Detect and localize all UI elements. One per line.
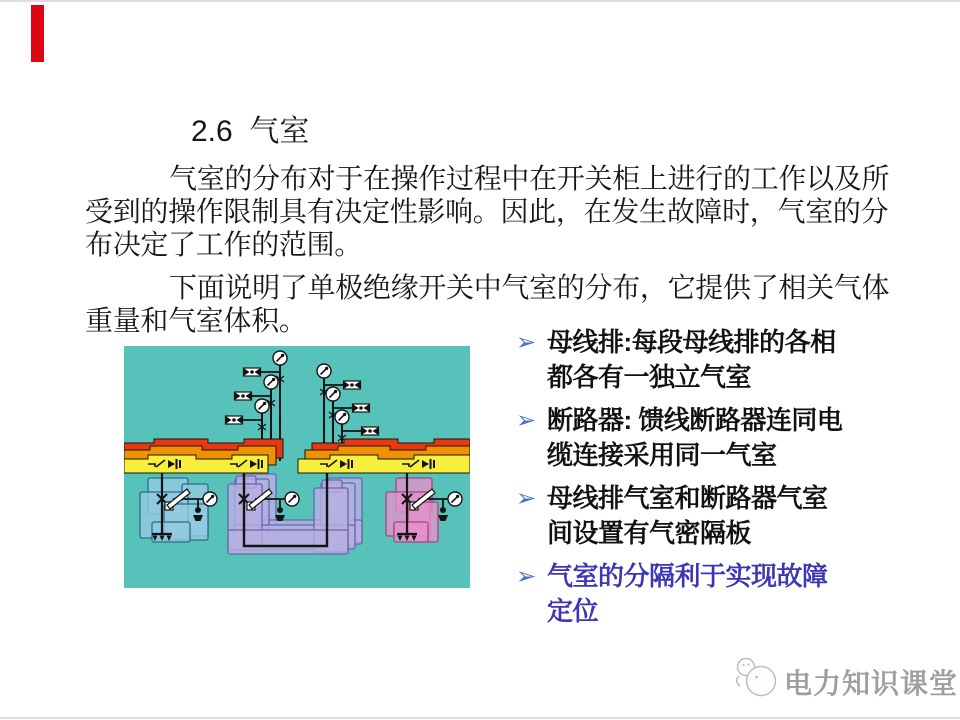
bullet-line: 定位 <box>547 596 599 626</box>
ground-icon <box>152 534 172 541</box>
gas-valve-icon <box>235 392 252 400</box>
body-line: 下面说明了单极绝缘开关中气室的分布，它提供了相关气体 <box>169 272 890 303</box>
body-line: 气室的分布对于在操作过程中在开关柜上进行的工作以及所 <box>169 163 890 194</box>
pressure-gauge-icon <box>335 410 349 424</box>
slide-top-border <box>0 0 960 2</box>
red-accent-bar <box>31 5 44 62</box>
bullet-text <box>547 559 828 629</box>
gas-valve-icon <box>344 381 361 389</box>
page-title: 2.6 气室 <box>191 115 310 148</box>
body-line: 受到的操作限制具有决定性影响。因此，在发生故障时，气室的分 <box>85 196 889 227</box>
bullet-line: 都各有一独立气室 <box>547 362 752 392</box>
bullet-line: 母线排气室和断路器气室 <box>547 483 828 513</box>
bullet-line: 间设置有气密隔板 <box>547 518 752 548</box>
arrow-bullet-icon: ➢ <box>516 407 537 434</box>
bullet-line: 缆连接采用同一气室 <box>547 440 777 470</box>
bullet-text <box>547 403 842 473</box>
watermark-logo <box>733 652 959 702</box>
watermark-text: 电力知识课堂 <box>784 668 959 699</box>
slide-bottom-border <box>0 717 960 719</box>
pressure-gauge-icon <box>264 375 278 389</box>
bullet-text <box>547 325 836 395</box>
gas-chamber-diagram <box>124 346 470 588</box>
gas-valve-icon <box>244 368 261 376</box>
gas-valve-icon <box>362 427 379 435</box>
bullet-item-partition <box>516 481 946 551</box>
body-line: 布决定了工作的范围。 <box>85 229 363 260</box>
pressure-gauge-icon <box>255 399 269 413</box>
bullet-item-breaker <box>516 403 946 473</box>
bullet-line: 母线排:每段母线排的各相 <box>547 327 836 357</box>
bullet-text <box>547 481 828 551</box>
gas-valve-icon <box>226 416 243 424</box>
arrow-bullet-icon: ➢ <box>516 485 537 512</box>
arrow-bullet-icon: ➢ <box>516 329 537 356</box>
bullet-line: 断路器: 馈线断路器连同电 <box>547 405 843 435</box>
gas-valve-icon <box>353 404 370 412</box>
watermark-logo-icon <box>733 654 781 700</box>
bullet-item-fault-location <box>516 559 946 629</box>
ground-icon <box>397 534 417 541</box>
bullet-line: 气室的分隔利于实现故障 <box>547 561 828 591</box>
pressure-gauge-icon <box>317 364 331 378</box>
bullet-list <box>516 325 946 637</box>
pressure-gauge-icon <box>273 351 287 365</box>
body-paragraph-1 <box>85 162 925 261</box>
arrow-bullet-icon: ➢ <box>516 563 537 590</box>
bullet-item-busbar <box>516 325 946 395</box>
body-line: 重量和气室体积。 <box>85 305 307 336</box>
pressure-gauge-icon <box>326 387 340 401</box>
